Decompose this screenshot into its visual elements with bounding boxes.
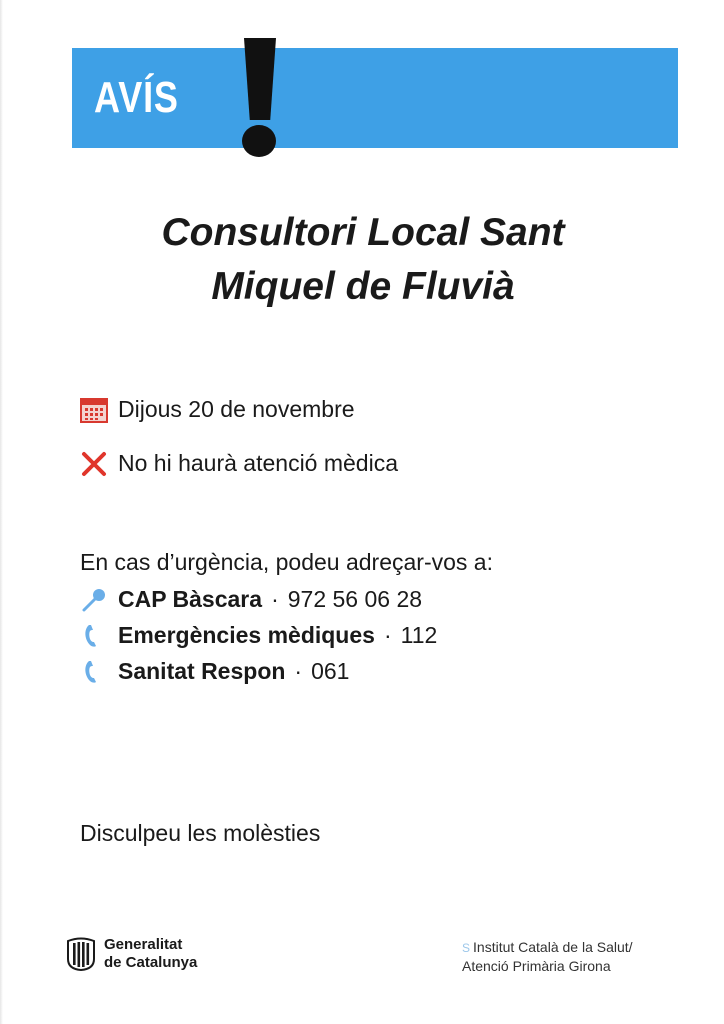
contact-number: 112 xyxy=(400,622,438,648)
phone-icon xyxy=(80,623,108,649)
contact-separator: · xyxy=(271,586,279,612)
contact-name: Emergències mèdiques xyxy=(118,622,375,648)
date-text: Dijous 20 de novembre xyxy=(118,396,355,422)
closure-row xyxy=(80,450,398,477)
page-edge xyxy=(0,0,3,1024)
date-row xyxy=(80,396,355,423)
closure-text: No hi haurà atenció mèdica xyxy=(118,450,398,476)
contact-separator: · xyxy=(383,622,392,648)
ics-logo-icon: S xyxy=(462,941,471,955)
contact-number: 061 xyxy=(311,658,350,684)
generalitat-emblem-icon xyxy=(66,937,96,971)
page-title-line-2: Miquel de Fluvià xyxy=(211,265,515,308)
ics-line-1: Institut Català de la Salut/ xyxy=(473,939,633,955)
contact-item xyxy=(80,658,349,685)
contact-item xyxy=(80,586,422,613)
contact-number: 972 56 06 28 xyxy=(287,586,423,612)
contact-item xyxy=(80,622,437,649)
contact-name: CAP Bàscara xyxy=(118,586,263,612)
exclamation-dot-icon xyxy=(242,125,276,157)
contact-name: Sanitat Respon xyxy=(118,658,286,684)
generalitat-line-2: de Catalunya xyxy=(104,954,198,971)
map-pin-icon xyxy=(80,587,108,613)
generalitat-logo xyxy=(66,936,197,972)
banner-title: AVÍS xyxy=(94,73,179,122)
notice-banner xyxy=(72,48,678,148)
ics-footer xyxy=(462,938,633,975)
contact-separator: · xyxy=(294,658,303,684)
apology-text: Disculpeu les molèsties xyxy=(80,820,321,846)
page-title-line-1: Consultori Local Sant xyxy=(161,211,565,254)
emergency-intro: En cas d’urgència, podeu adreçar-vos a: xyxy=(80,549,493,575)
cross-icon xyxy=(80,451,108,477)
calendar-icon xyxy=(80,397,108,423)
ics-line-2: Atenció Primària Girona xyxy=(462,958,611,974)
generalitat-line-1: Generalitat xyxy=(104,936,183,953)
phone-icon xyxy=(80,659,108,685)
